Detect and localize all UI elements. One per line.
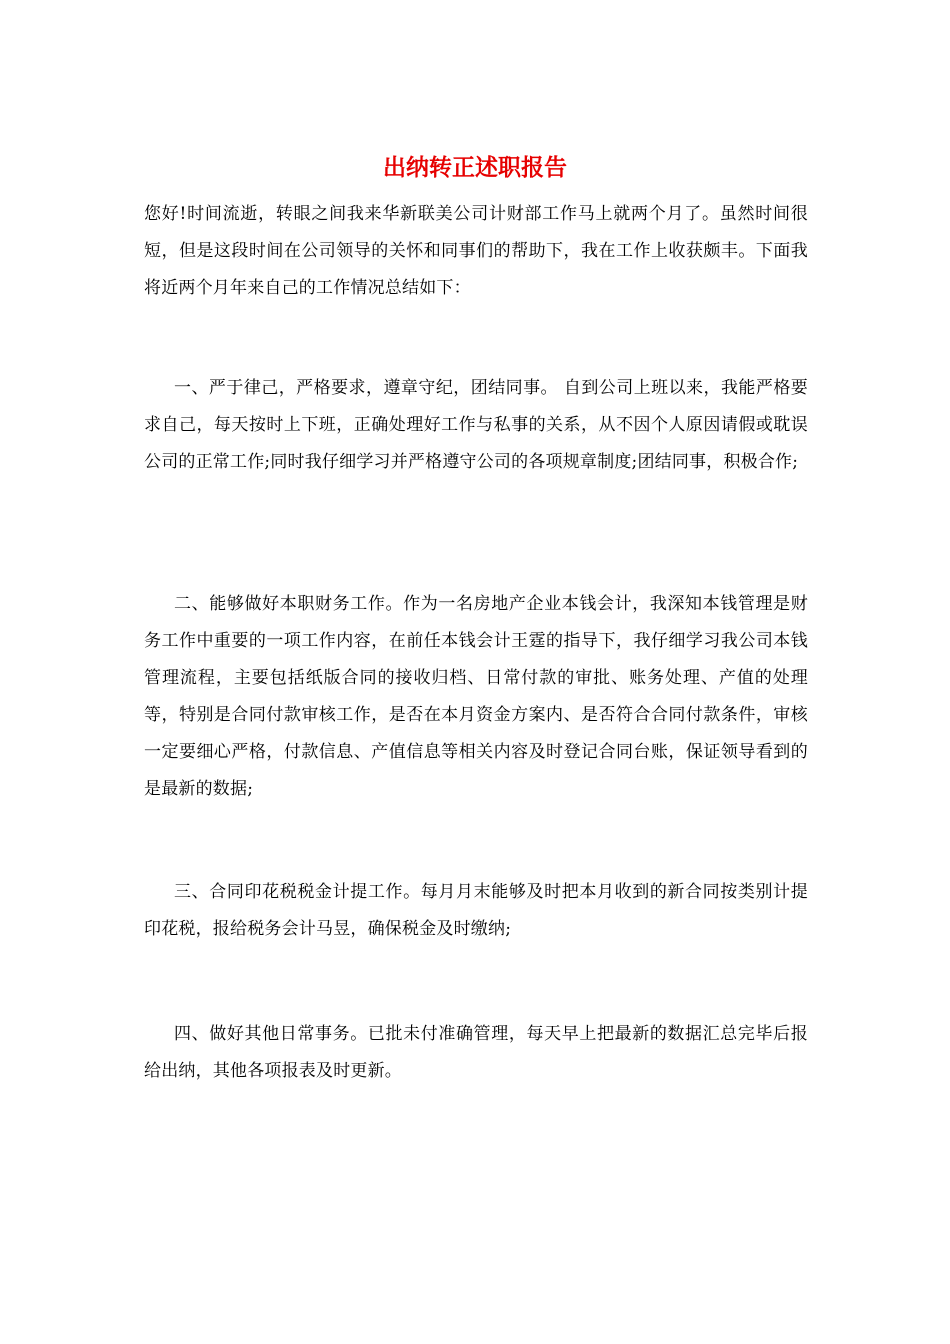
section-four-paragraph: 四、做好其他日常事务。已批未付准确管理，每天早上把最新的数据汇总完毕后报给出纳，其他各项报表及时更新。 <box>144 1024 808 1081</box>
section-three-paragraph: 三、合同印花税税金计提工作。每月月末能够及时把本月收到的新合同按类别计提印花税，报给税务会计马昱，确保税金及时缴纳; <box>144 882 808 939</box>
document-title: 出纳转正述职报告 <box>383 154 567 181</box>
section-two-paragraph: 二、能够做好本职财务工作。作为一名房地产企业本钱会计，我深知本钱管理是财务工作中重要的一项工作内容，在前任本钱会计王霆的指导下，我仔细学习我公司本钱管理流程，主要包括纸版合同的接收归档、日常付款的审批、账务处理、产值的处理等，特别是合同付款审核工作，是否在本月资金方案内、是否符合合同付款条件，审核一定要细心严格，付款信息、产值信息等相关内容及时登记合同台账，保证领导看到的是最新的数据; <box>144 594 808 799</box>
intro-paragraph: 您好!时间流逝，转眼之间我来华新联美公司计财部工作马上就两个月了。虽然时间很短，但是这段时间在公司领导的关怀和同事们的帮助下，我在工作上收获颇丰。下面我将近两个月年来自己的工作情况总结如下： <box>144 204 808 298</box>
section-one-paragraph: 一、严于律己，严格要求，遵章守纪，团结同事。 自到公司上班以来，我能严格要求自己，每天按时上下班，正确处理好工作与私事的关系，从不因个人原因请假或耽误公司的正常工作;同时我仔细学习并严格遵守公司的各项规章制度;团结同事，积极合作; <box>144 378 808 472</box>
